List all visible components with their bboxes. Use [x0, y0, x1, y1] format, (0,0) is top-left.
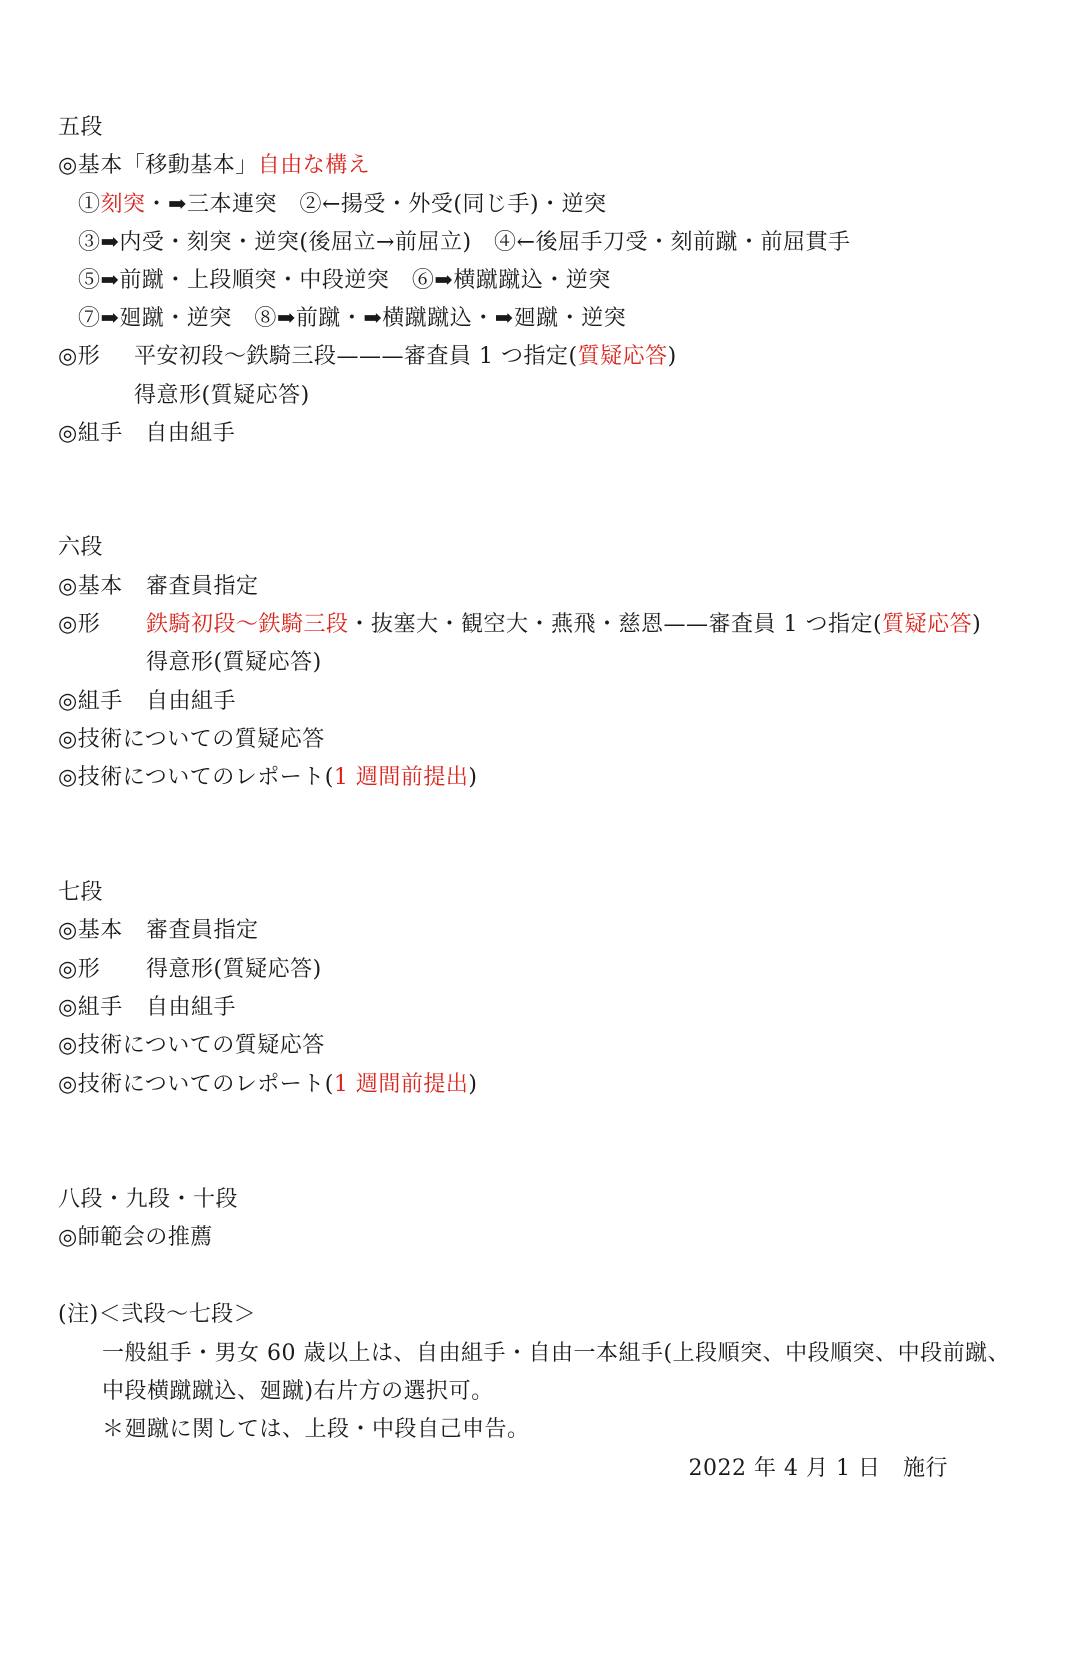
highlighted-text: 質疑応答: [882, 612, 973, 637]
dan6-kumite-value: 自由組手: [146, 689, 237, 714]
dan7-kata-value: 得意形(質疑応答): [146, 957, 322, 982]
text-run: ◎技術についてのレポート(: [58, 1072, 334, 1097]
dan5-kata-label: ◎形: [58, 344, 101, 369]
dan5-kata-tokui: 得意形(質疑応答): [134, 383, 310, 408]
dan7-report: [58, 1065, 477, 1105]
dan7-kihon-label: ◎基本: [58, 918, 123, 943]
dan6-kihon-label: ◎基本: [58, 574, 123, 599]
dan6-heading: 六段: [58, 535, 104, 560]
dan6-kumite-label: ◎組手: [58, 689, 123, 714]
dan6-qa: ◎技術についての質疑応答: [58, 727, 325, 752]
highlighted-text: 自由な構え: [257, 153, 371, 178]
dan7-kumite-label: ◎組手: [58, 995, 123, 1020]
text-run: ◎技術についてのレポート(: [58, 765, 334, 790]
note-title: (注)＜弐段～七段＞: [58, 1302, 257, 1327]
dan7-heading: 七段: [58, 880, 104, 905]
text-run: ): [468, 1072, 478, 1097]
dan5-kihon: [58, 146, 370, 186]
text-run: ): [972, 612, 982, 637]
dan5-kumite: ◎組手 自由組手: [58, 421, 236, 446]
effective-date: 2022 年 4 月 1 日 施行: [688, 1456, 948, 1481]
text-run: ⑦➡廻蹴・逆突 ⑧➡前蹴・➡横蹴蹴込・➡廻蹴・逆突: [78, 306, 627, 331]
text-run: ): [667, 344, 677, 369]
note-line-1: 一般組手・男女 60 歳以上は、自由組手・自由一本組手(上段順突、中段順突、中段前蹴、: [102, 1341, 1011, 1366]
dan6-report: [58, 758, 477, 798]
dan5-combo-row-3: [78, 261, 611, 301]
text-run: ・抜塞大・観空大・燕飛・慈恩——審査員 1 つ指定(: [348, 612, 883, 637]
note-line-2: 中段横蹴蹴込、廻蹴)右片方の選択可。: [102, 1379, 494, 1404]
highlighted-text: 1 週間前提出: [333, 765, 469, 790]
dan5-kata-value: [134, 337, 677, 377]
text-run: ・➡三本連突 ②←揚受・外受(同じ手)・逆突: [145, 192, 607, 217]
dan5-combo-row-4: [78, 299, 626, 339]
highlighted-text: 1 週間前提出: [333, 1072, 469, 1097]
dan7-kumite-value: 自由組手: [146, 995, 237, 1020]
dan5-combo-row-2: [78, 223, 850, 263]
text-run: ): [468, 765, 478, 790]
text-run: ①: [78, 192, 101, 217]
dan7-kata-label: ◎形: [58, 957, 101, 982]
text-run: ◎基本「移動基本」: [58, 153, 258, 178]
dan8-recommend: ◎師範会の推薦: [58, 1225, 213, 1250]
dan5-combo-row-1: [78, 185, 607, 225]
note-line-3: ＊廻蹴に関しては、上段・中段自己申告。: [102, 1417, 530, 1442]
dan8-heading: 八段・九段・十段: [58, 1187, 239, 1212]
dan6-kata-label: ◎形: [58, 612, 101, 637]
dan5-heading: 五段: [58, 115, 104, 140]
highlighted-text: 質疑応答: [577, 344, 668, 369]
highlighted-text: 刻突: [100, 192, 146, 217]
dan7-qa: ◎技術についての質疑応答: [58, 1033, 325, 1058]
text-run: 平安初段～鉄騎三段———審査員 1 つ指定(: [134, 344, 578, 369]
dan7-kihon-value: 審査員指定: [146, 918, 259, 943]
text-run: ⑤➡前蹴・上段順突・中段逆突 ⑥➡横蹴蹴込・逆突: [78, 268, 611, 293]
dan6-kihon-value: 審査員指定: [146, 574, 259, 599]
dan6-kata-tokui: 得意形(質疑応答): [146, 650, 322, 675]
highlighted-text: 鉄騎初段～鉄騎三段: [146, 612, 349, 637]
dan6-kata-value: [146, 605, 981, 645]
text-run: ③➡内受・刻突・逆突(後屈立→前屈立) ④←後屈手刀受・刻前蹴・前屈貫手: [78, 230, 851, 255]
